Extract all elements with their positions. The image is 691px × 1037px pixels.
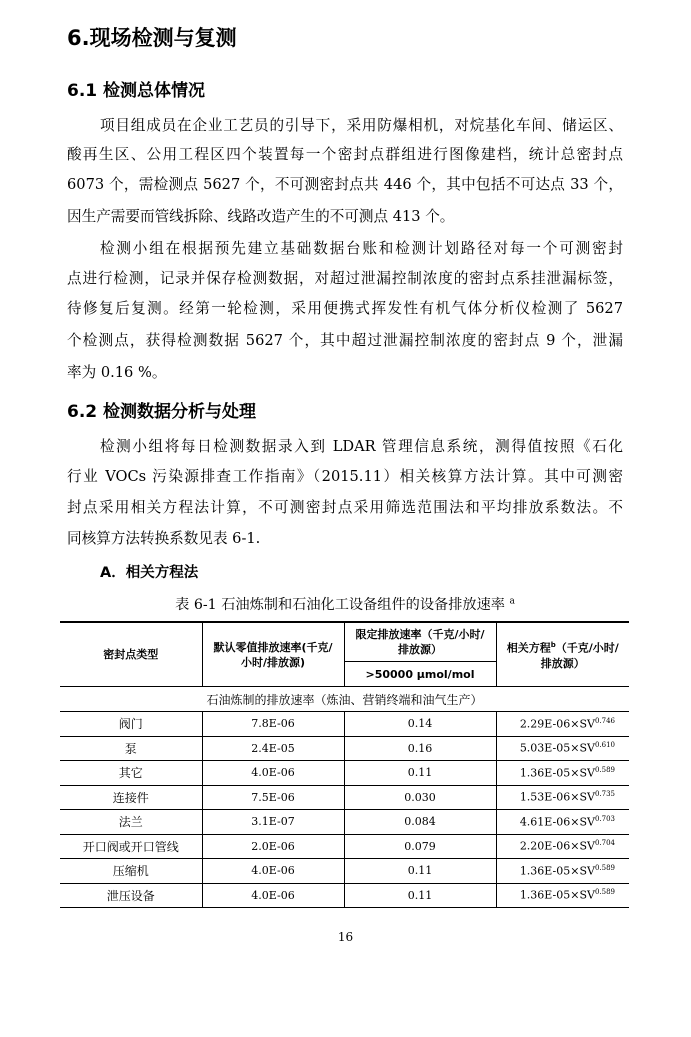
header-eq-title: 相关方程 <box>506 641 551 655</box>
table-row <box>60 736 629 761</box>
cell-correlation-equation <box>496 834 629 859</box>
cell-seal-type: 其它 <box>60 761 202 786</box>
equation-text: 1.53E-06×SV <box>519 791 595 805</box>
equation-exponent: 0.589 <box>594 863 615 872</box>
cell-correlation-equation <box>496 859 629 884</box>
equation-text: 4.61E-06×SV <box>519 815 595 829</box>
cell-seal-type: 压缩机 <box>60 859 202 884</box>
equation-text: 1.36E-05×SV <box>519 864 595 878</box>
paragraph-line: 封点采用相关方程法计算，不可测密封点采用筛选范围法和平均排放系数法。不 <box>67 499 623 516</box>
paragraph-line: 因生产需要而管线拆除、线路改造产生的不可测点 413 个。 <box>67 208 455 225</box>
equation-text: 1.36E-05×SV <box>519 766 595 780</box>
cell-default-rate: 3.1E-07 <box>202 810 344 835</box>
equation-exponent: 0.704 <box>594 839 615 848</box>
paragraph-line: 检测小组在根据预先建立基础数据台账和检测计划路径对每一个可测密封 <box>100 240 623 257</box>
cell-limit-rate: 0.11 <box>344 761 496 786</box>
chapter-heading: 6.现场检测与复测 <box>67 26 237 50</box>
paragraph-line: 同核算方法转换系数见表 6-1. <box>67 530 261 547</box>
paragraph-line: 个检测点，获得检测数据 5627 个，其中超过泄漏控制浓度的密封点 9 个，泄漏 <box>67 332 623 349</box>
cell-correlation-equation <box>496 736 629 761</box>
header-eq-unit: （千克/小时/排放源） <box>540 641 619 670</box>
equation-exponent: 0.589 <box>594 888 615 897</box>
cell-seal-type: 连接件 <box>60 785 202 810</box>
section-6-2-title: 6.2 检测数据分析与处理 <box>67 402 257 422</box>
equation-exponent: 0.610 <box>594 741 615 750</box>
cell-limit-rate: 0.084 <box>344 810 496 835</box>
cell-seal-type: 泵 <box>60 736 202 761</box>
paragraph-line: 6073 个，需检测点 5627 个，不可测密封点共 446 个，其中包括不可达点 33 个， <box>67 176 623 193</box>
cell-limit-rate: 0.11 <box>344 883 496 908</box>
table-group-label: 石油炼制的排放速率（炼油、营销终端和油气生产） <box>60 687 629 712</box>
paragraph-line: 项目组成员在企业工艺员的引导下，采用防爆相机，对烷基化车间、储运区、 <box>100 117 623 134</box>
paragraph-line: 检测小组将每日检测数据录入到 LDAR 管理信息系统，测得值按照《石化 <box>100 438 623 455</box>
table-row <box>60 883 629 908</box>
header-limit-threshold: >50000 μmol/mol <box>344 662 496 687</box>
table-row <box>60 810 629 835</box>
emission-rate-table <box>60 621 629 908</box>
cell-correlation-equation <box>496 883 629 908</box>
cell-seal-type: 阀门 <box>60 712 202 737</box>
header-limit-rate: 限定排放速率（千克/小时/排放源） <box>344 622 496 662</box>
equation-text: 1.36E-05×SV <box>519 889 595 903</box>
caption-text: 表 6-1 石油炼制和石油化工设备组件的设备排放速率 <box>175 597 505 613</box>
table-row <box>60 859 629 884</box>
cell-correlation-equation <box>496 785 629 810</box>
section-6-1-title: 6.1 检测总体情况 <box>67 81 206 101</box>
equation-exponent: 0.703 <box>594 814 615 823</box>
cell-default-rate: 7.8E-06 <box>202 712 344 737</box>
page-number: 16 <box>337 930 354 944</box>
cell-correlation-equation <box>496 810 629 835</box>
table-row <box>60 712 629 737</box>
caption-note: a <box>509 596 515 607</box>
cell-default-rate: 7.5E-06 <box>202 785 344 810</box>
cell-seal-type: 法兰 <box>60 810 202 835</box>
paragraph-line: 待修复后复测。经第一轮检测，采用便携式挥发性有机气体分析仪检测了 5627 <box>67 300 623 317</box>
equation-text: 2.20E-06×SV <box>519 840 595 854</box>
paragraph-line: 率为 0.16 %。 <box>67 364 167 381</box>
subsection-title: A．相关方程法 <box>100 565 199 581</box>
cell-default-rate: 2.4E-05 <box>202 736 344 761</box>
cell-seal-type: 泄压设备 <box>60 883 202 908</box>
header-seal-type: 密封点类型 <box>60 622 202 687</box>
equation-exponent: 0.746 <box>594 716 615 725</box>
cell-default-rate: 4.0E-06 <box>202 859 344 884</box>
table-row <box>60 785 629 810</box>
table-row <box>60 834 629 859</box>
table-caption <box>60 594 630 614</box>
paragraph-line: 行业 VOCs 污染源排查工作指南》（2015.11）相关核算方法计算。其中可测密 <box>67 468 623 485</box>
equation-text: 2.29E-06×SV <box>519 717 595 731</box>
cell-limit-rate: 0.11 <box>344 859 496 884</box>
cell-default-rate: 4.0E-06 <box>202 761 344 786</box>
cell-seal-type: 开口阀或开口管线 <box>60 834 202 859</box>
equation-exponent: 0.589 <box>594 765 615 774</box>
table-body <box>60 712 629 908</box>
equation-text: 5.03E-05×SV <box>519 742 595 756</box>
header-correlation-equation <box>496 622 629 687</box>
cell-limit-rate: 0.14 <box>344 712 496 737</box>
cell-correlation-equation <box>496 712 629 737</box>
cell-limit-rate: 0.16 <box>344 736 496 761</box>
cell-correlation-equation <box>496 761 629 786</box>
header-default-rate: 默认零值排放速率(千克/小时/排放源) <box>202 622 344 687</box>
cell-limit-rate: 0.030 <box>344 785 496 810</box>
header-eq-note: b <box>550 641 556 650</box>
equation-exponent: 0.735 <box>594 790 615 799</box>
paragraph-line: 点进行检测，记录并保存检测数据，对超过泄漏控制浓度的密封点系挂泄漏标签， <box>67 270 623 287</box>
cell-default-rate: 2.0E-06 <box>202 834 344 859</box>
cell-default-rate: 4.0E-06 <box>202 883 344 908</box>
paragraph-line: 酸再生区、公用工程区四个装置每一个密封点群组进行图像建档，统计总密封点 <box>67 146 623 163</box>
table-row <box>60 761 629 786</box>
cell-limit-rate: 0.079 <box>344 834 496 859</box>
